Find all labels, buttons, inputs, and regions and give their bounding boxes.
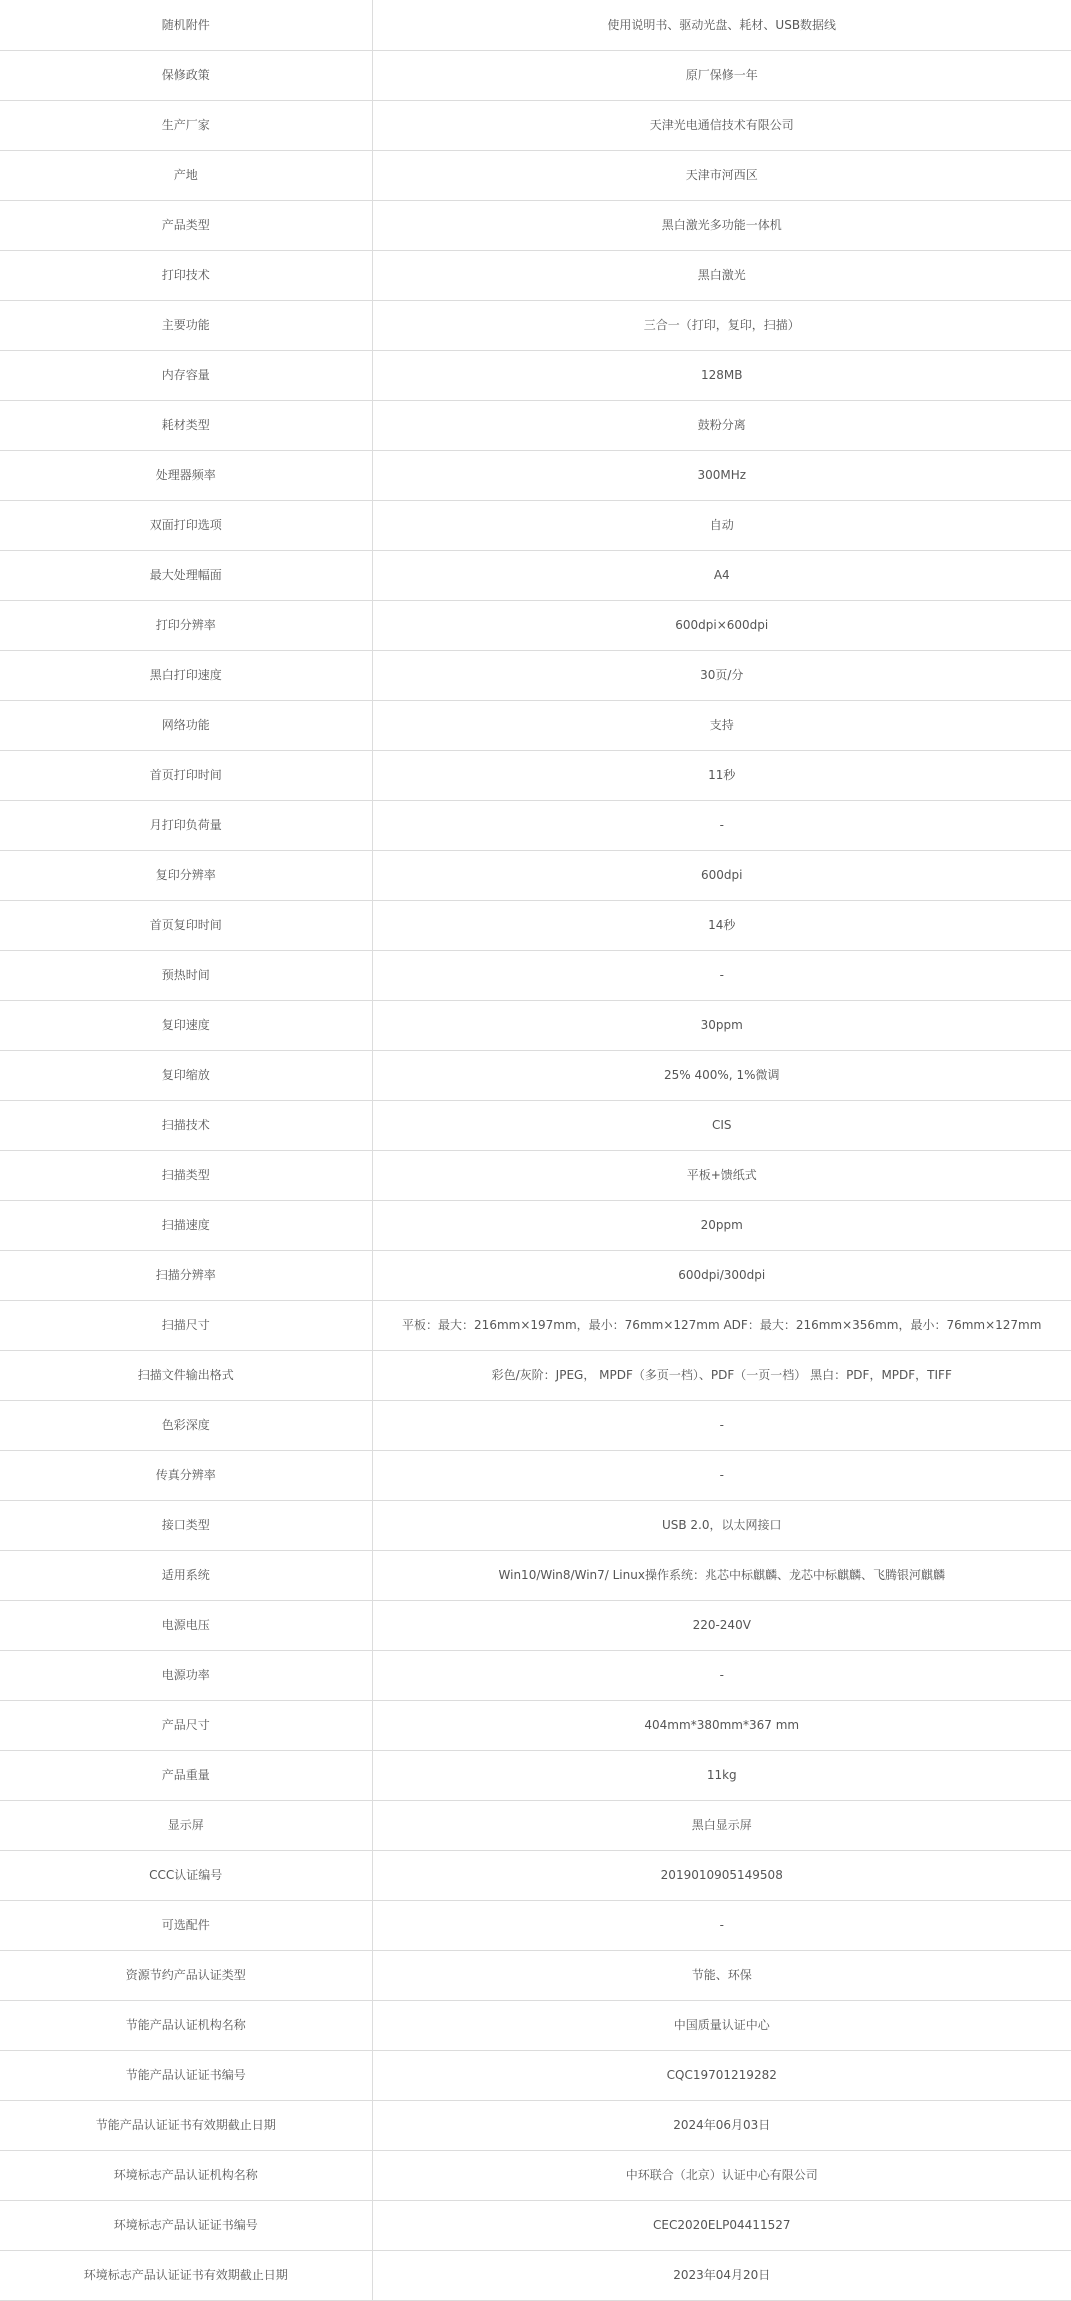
- spec-value-cell: 天津市河西区: [372, 150, 1071, 200]
- spec-label-cell: 首页打印时间: [0, 750, 372, 800]
- table-row: [0, 700, 1071, 750]
- spec-value-cell: 2024年06月03日: [372, 2100, 1071, 2150]
- spec-value-cell: 节能、环保: [372, 1950, 1071, 2000]
- spec-value-cell: 300MHz: [372, 450, 1071, 500]
- spec-label-cell: 双面打印选项: [0, 500, 372, 550]
- spec-value-cell: 404mm*380mm*367 mm: [372, 1700, 1071, 1750]
- spec-label-cell: 节能产品认证机构名称: [0, 2000, 372, 2050]
- spec-value-cell: 支持: [372, 700, 1071, 750]
- spec-value-cell: 自动: [372, 500, 1071, 550]
- table-row: [0, 1800, 1071, 1850]
- table-row: [0, 200, 1071, 250]
- table-row: [0, 950, 1071, 1000]
- spec-value-cell: -: [372, 1900, 1071, 1950]
- spec-value-cell: 平板+馈纸式: [372, 1150, 1071, 1200]
- spec-label-cell: 产品重量: [0, 1750, 372, 1800]
- table-row: [0, 100, 1071, 150]
- spec-label-cell: 最大处理幅面: [0, 550, 372, 600]
- spec-label-cell: 随机附件: [0, 0, 372, 50]
- table-row: [0, 1200, 1071, 1250]
- spec-label-cell: 扫描技术: [0, 1100, 372, 1150]
- table-row: [0, 1850, 1071, 1900]
- spec-value-cell: 11秒: [372, 750, 1071, 800]
- spec-label-cell: 节能产品认证证书编号: [0, 2050, 372, 2100]
- spec-value-cell: USB 2.0，以太网接口: [372, 1500, 1071, 1550]
- spec-value-cell: CQC19701219282: [372, 2050, 1071, 2100]
- spec-value-cell: CEC2020ELP04411527: [372, 2200, 1071, 2250]
- table-row: [0, 1750, 1071, 1800]
- spec-label-cell: 资源节约产品认证类型: [0, 1950, 372, 2000]
- table-row: [0, 1150, 1071, 1200]
- table-row: [0, 1900, 1071, 1950]
- spec-label-cell: 复印缩放: [0, 1050, 372, 1100]
- spec-value-cell: 黑白激光: [372, 250, 1071, 300]
- spec-value-cell: 128MB: [372, 350, 1071, 400]
- spec-label-cell: 保修政策: [0, 50, 372, 100]
- spec-value-cell: 三合一（打印，复印，扫描）: [372, 300, 1071, 350]
- table-row: [0, 1400, 1071, 1450]
- table-row: [0, 1950, 1071, 2000]
- spec-value-cell: 黑白显示屏: [372, 1800, 1071, 1850]
- spec-value-cell: 11kg: [372, 1750, 1071, 1800]
- table-row: [0, 2000, 1071, 2050]
- table-row: [0, 1450, 1071, 1500]
- table-row: [0, 1550, 1071, 1600]
- spec-label-cell: 产品尺寸: [0, 1700, 372, 1750]
- spec-label-cell: 传真分辨率: [0, 1450, 372, 1500]
- table-row: [0, 1300, 1071, 1350]
- spec-label-cell: 电源电压: [0, 1600, 372, 1650]
- spec-value-cell: 原厂保修一年: [372, 50, 1071, 100]
- spec-value-cell: A4: [372, 550, 1071, 600]
- spec-value-cell: 20ppm: [372, 1200, 1071, 1250]
- spec-label-cell: 网络功能: [0, 700, 372, 750]
- table-row: [0, 650, 1071, 700]
- table-row: [0, 300, 1071, 350]
- spec-value-cell: 中国质量认证中心: [372, 2000, 1071, 2050]
- table-row: [0, 550, 1071, 600]
- spec-label-cell: 预热时间: [0, 950, 372, 1000]
- spec-label-cell: 主要功能: [0, 300, 372, 350]
- table-row: [0, 1000, 1071, 1050]
- spec-label-cell: 复印分辨率: [0, 850, 372, 900]
- spec-label-cell: 首页复印时间: [0, 900, 372, 950]
- spec-value-cell: 黑白激光多功能一体机: [372, 200, 1071, 250]
- table-row: [0, 1050, 1071, 1100]
- spec-value-cell: 25% 400%, 1%微调: [372, 1050, 1071, 1100]
- spec-value-cell: -: [372, 950, 1071, 1000]
- table-row: [0, 800, 1071, 850]
- spec-label-cell: 扫描分辨率: [0, 1250, 372, 1300]
- spec-label-cell: 打印分辨率: [0, 600, 372, 650]
- table-row: [0, 1350, 1071, 1400]
- spec-label-cell: 月打印负荷量: [0, 800, 372, 850]
- spec-label-cell: CCC认证编号: [0, 1850, 372, 1900]
- spec-value-cell: 彩色/灰阶：JPEG， MPDF（多页一档）、PDF（一页一档） 黑白：PDF，MPDF，TIFF: [372, 1350, 1071, 1400]
- table-row: [0, 500, 1071, 550]
- table-row: [0, 400, 1071, 450]
- spec-label-cell: 扫描文件输出格式: [0, 1350, 372, 1400]
- spec-label-cell: 色彩深度: [0, 1400, 372, 1450]
- table-row: [0, 1100, 1071, 1150]
- spec-label-cell: 生产厂家: [0, 100, 372, 150]
- table-row: [0, 450, 1071, 500]
- spec-value-cell: 平板：最大：216mm×197mm，最小：76mm×127mm ADF：最大：216mm×356mm，最小：76mm×127mm: [372, 1300, 1071, 1350]
- table-row: [0, 350, 1071, 400]
- spec-value-cell: 600dpi: [372, 850, 1071, 900]
- table-row: [0, 1250, 1071, 1300]
- table-row: [0, 2100, 1071, 2150]
- spec-value-cell: -: [372, 800, 1071, 850]
- table-row: [0, 150, 1071, 200]
- spec-label-cell: 环境标志产品认证证书编号: [0, 2200, 372, 2250]
- table-row: [0, 2200, 1071, 2250]
- spec-label-cell: 打印技术: [0, 250, 372, 300]
- spec-value-cell: 220-240V: [372, 1600, 1071, 1650]
- spec-value-cell: 600dpi/300dpi: [372, 1250, 1071, 1300]
- spec-value-cell: 鼓粉分离: [372, 400, 1071, 450]
- table-row: [0, 850, 1071, 900]
- spec-label-cell: 扫描速度: [0, 1200, 372, 1250]
- spec-value-cell: 使用说明书、驱动光盘、耗材、USB数据线: [372, 0, 1071, 50]
- spec-label-cell: 电源功率: [0, 1650, 372, 1700]
- spec-label-cell: 产地: [0, 150, 372, 200]
- spec-value-cell: 30页/分: [372, 650, 1071, 700]
- spec-value-cell: -: [372, 1450, 1071, 1500]
- table-row: [0, 50, 1071, 100]
- spec-value-cell: 2019010905149508: [372, 1850, 1071, 1900]
- table-row: [0, 1500, 1071, 1550]
- table-row: [0, 250, 1071, 300]
- table-row: [0, 0, 1071, 50]
- spec-value-cell: Win10/Win8/Win7/ Linux操作系统：兆芯中标麒麟、龙芯中标麒麟、飞腾银河麒麟: [372, 1550, 1071, 1600]
- table-row: [0, 1700, 1071, 1750]
- spec-label-cell: 处理器频率: [0, 450, 372, 500]
- table-row: [0, 600, 1071, 650]
- spec-label-cell: 黑白打印速度: [0, 650, 372, 700]
- table-row: [0, 2250, 1071, 2300]
- spec-value-cell: 中环联合（北京）认证中心有限公司: [372, 2150, 1071, 2200]
- table-row: [0, 1600, 1071, 1650]
- spec-label-cell: 产品类型: [0, 200, 372, 250]
- table-row: [0, 2050, 1071, 2100]
- spec-label-cell: 可选配件: [0, 1900, 372, 1950]
- spec-value-cell: 2023年04月20日: [372, 2250, 1071, 2300]
- spec-label-cell: 接口类型: [0, 1500, 372, 1550]
- spec-label-cell: 环境标志产品认证证书有效期截止日期: [0, 2250, 372, 2300]
- spec-label-cell: 扫描尺寸: [0, 1300, 372, 1350]
- spec-label-cell: 扫描类型: [0, 1150, 372, 1200]
- table-row: [0, 1650, 1071, 1700]
- spec-label-cell: 复印速度: [0, 1000, 372, 1050]
- table-row: [0, 900, 1071, 950]
- table-row: [0, 750, 1071, 800]
- spec-value-cell: 30ppm: [372, 1000, 1071, 1050]
- spec-value-cell: 天津光电通信技术有限公司: [372, 100, 1071, 150]
- spec-value-cell: -: [372, 1650, 1071, 1700]
- spec-value-cell: 600dpi×600dpi: [372, 600, 1071, 650]
- spec-label-cell: 节能产品认证证书有效期截止日期: [0, 2100, 372, 2150]
- spec-label-cell: 环境标志产品认证机构名称: [0, 2150, 372, 2200]
- spec-label-cell: 耗材类型: [0, 400, 372, 450]
- spec-value-cell: -: [372, 1400, 1071, 1450]
- spec-value-cell: 14秒: [372, 900, 1071, 950]
- spec-label-cell: 适用系统: [0, 1550, 372, 1600]
- spec-label-cell: 内存容量: [0, 350, 372, 400]
- spec-value-cell: CIS: [372, 1100, 1071, 1150]
- table-row: [0, 2150, 1071, 2200]
- spec-label-cell: 显示屏: [0, 1800, 372, 1850]
